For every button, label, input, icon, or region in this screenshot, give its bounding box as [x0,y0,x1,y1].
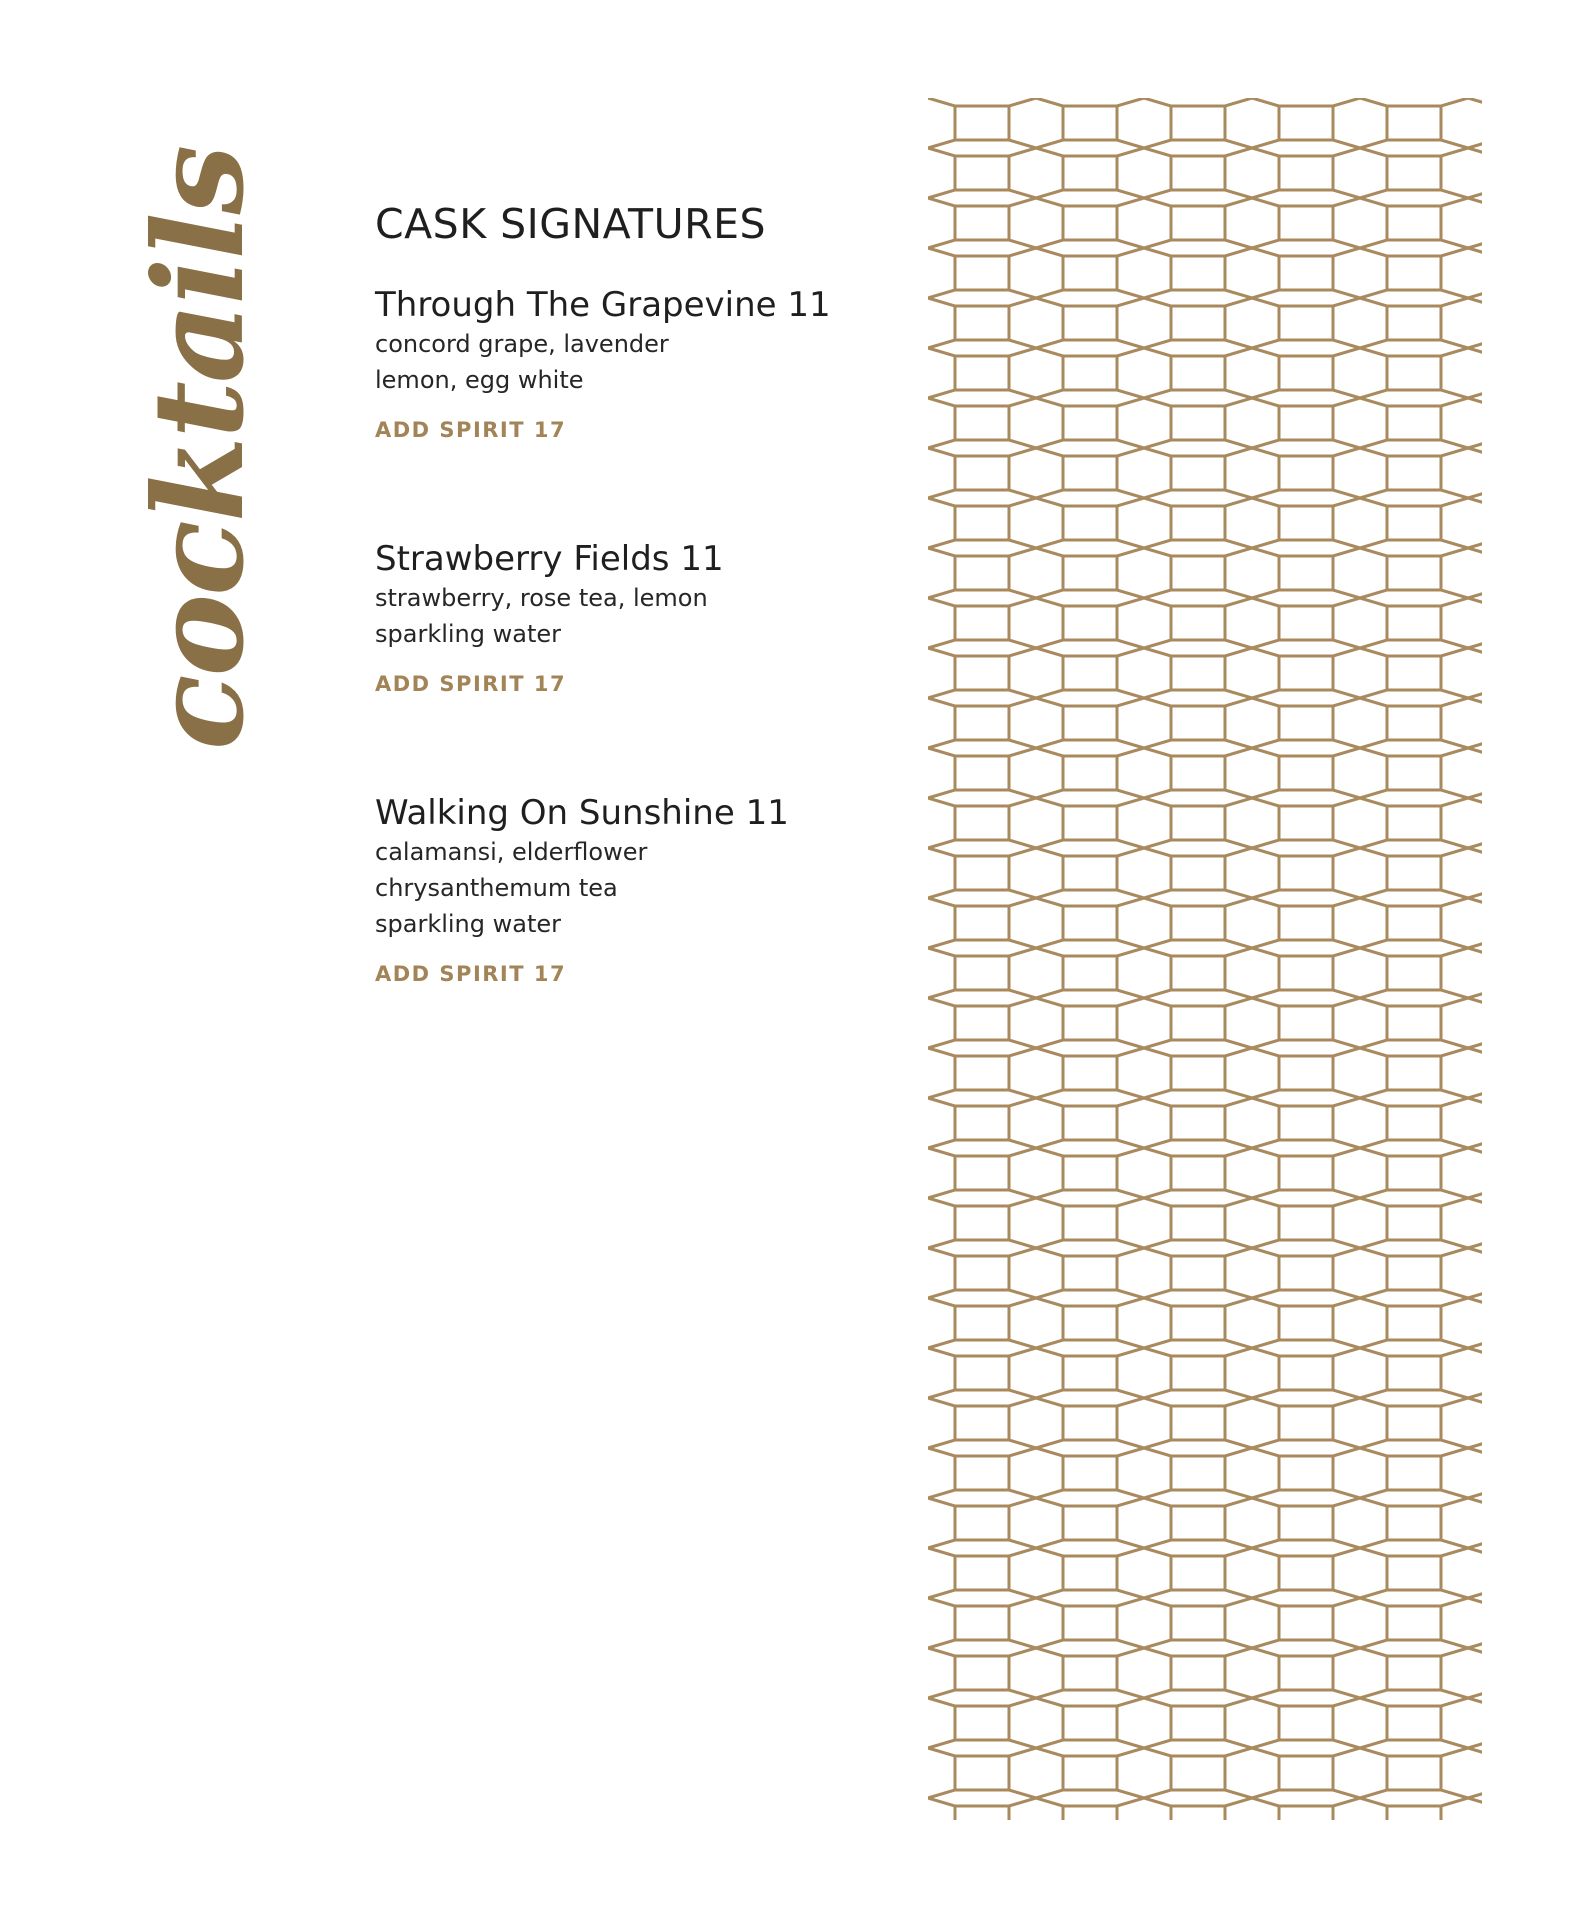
section-title: CASK SIGNATURES [375,200,767,248]
item-description-line: strawberry, rose tea, lemon [375,584,708,612]
item-description-line: calamansi, elderflower [375,838,648,866]
item-name: Strawberry Fields 11 [375,539,724,579]
menu-item [375,792,875,986]
item-name: Walking On Sunshine 11 [375,793,789,833]
item-description-line: chrysanthemum tea [375,874,618,902]
menu-item [375,284,875,442]
item-name: Through The Grapevine 11 [375,285,831,325]
hexagon-pattern [928,98,1482,1820]
item-description [375,326,875,398]
item-addon: ADD SPIRIT 17 [375,672,567,696]
item-description-line: concord grape, lavender [375,330,669,358]
menu-section [375,198,875,1082]
hexagon-tile-fill [928,98,1482,1820]
vertical-title [127,146,272,750]
item-addon: ADD SPIRIT 17 [375,962,567,986]
item-description-line: lemon, egg white [375,366,584,394]
item-description-line: sparkling water [375,910,561,938]
menu-item [375,538,875,696]
item-addon: ADD SPIRIT 17 [375,418,567,442]
item-description [375,834,875,942]
item-description [375,580,875,652]
cocktails-heading: cocktails [127,146,272,750]
item-description-line: sparkling water [375,620,561,648]
